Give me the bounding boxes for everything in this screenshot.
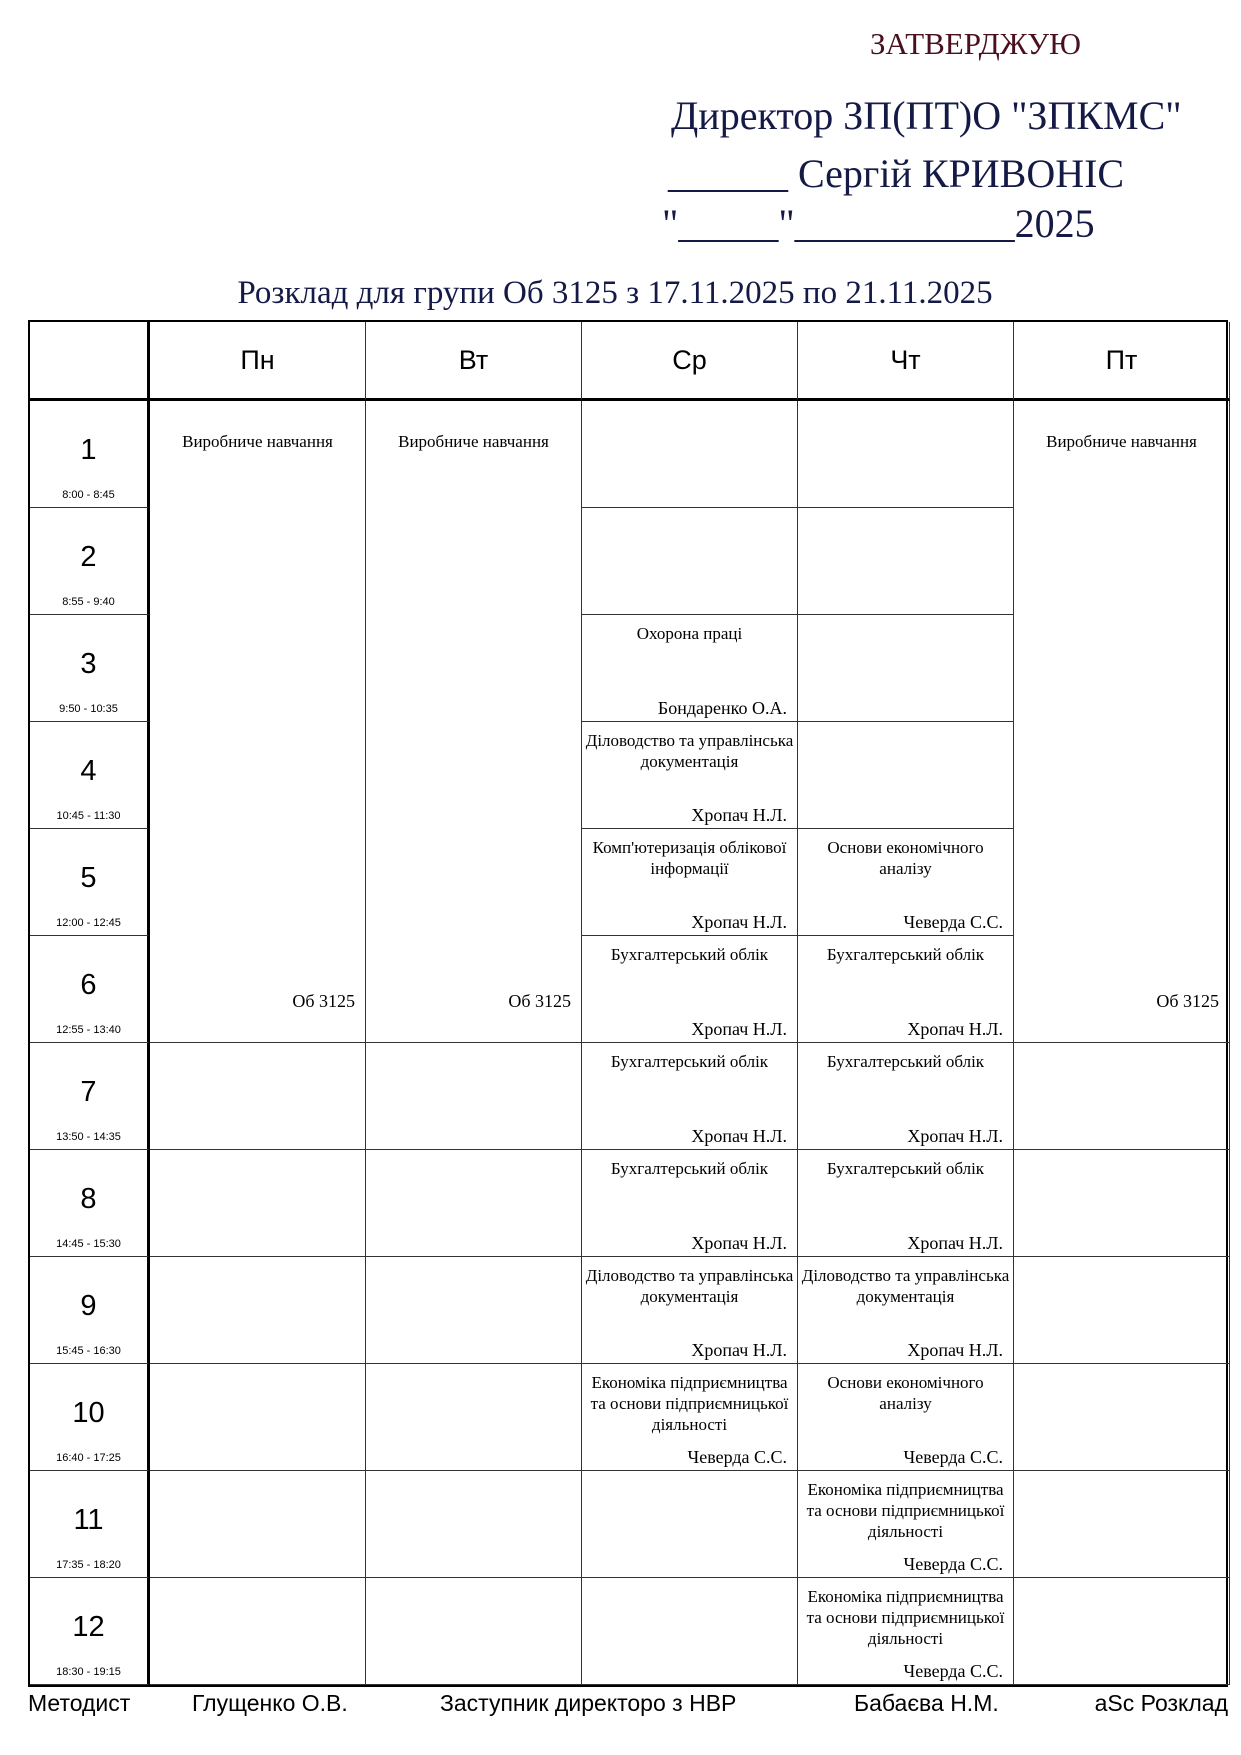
empty-cell xyxy=(1014,1043,1230,1150)
lesson-teacher: Хропач Н.Л. xyxy=(691,1340,787,1360)
period-cell xyxy=(30,1257,150,1364)
period-cell xyxy=(30,936,150,1043)
director-title: Директор ЗП(ПТ)О "ЗПКМС" xyxy=(671,93,1182,138)
empty-cell xyxy=(366,1043,582,1150)
lesson-cell xyxy=(1014,401,1230,1043)
lesson-cell xyxy=(798,1257,1014,1364)
empty-cell xyxy=(582,1471,798,1578)
period-cell xyxy=(30,1364,150,1471)
lesson-subject: Виробниче навчання xyxy=(1046,432,1197,451)
lesson-teacher: Чеверда С.С. xyxy=(903,1447,1003,1467)
empty-cell xyxy=(1014,1257,1230,1364)
lesson-cell xyxy=(582,829,798,936)
lesson-teacher: Хропач Н.Л. xyxy=(691,1126,787,1146)
lesson-cell xyxy=(582,1043,798,1150)
lesson-subject: Бухгалтерський облік xyxy=(610,945,769,964)
schedule-table xyxy=(28,320,1228,1687)
lesson-cell xyxy=(582,1364,798,1471)
lesson-subject: Виробниче навчання xyxy=(398,432,549,451)
lesson-cell xyxy=(798,1043,1014,1150)
lesson-teacher: Хропач Н.Л. xyxy=(907,1233,1003,1253)
lesson-cell xyxy=(366,401,582,1043)
day-header: Пн xyxy=(150,322,366,401)
empty-cell xyxy=(366,1471,582,1578)
period-number: 12 xyxy=(72,1611,105,1643)
empty-cell xyxy=(366,1578,582,1685)
lesson-teacher: Хропач Н.Л. xyxy=(691,1019,787,1039)
lesson-cell xyxy=(582,1150,798,1257)
lesson-teacher: Чеверда С.С. xyxy=(903,1661,1003,1681)
empty-cell xyxy=(150,1471,366,1578)
period-number: 3 xyxy=(80,648,97,680)
methodist-name: Глущенко О.В. xyxy=(192,1690,348,1716)
empty-cell xyxy=(582,508,798,615)
empty-cell xyxy=(1014,1150,1230,1257)
period-time: 8:55 - 9:40 xyxy=(62,596,115,608)
lesson-teacher: Хропач Н.Л. xyxy=(907,1019,1003,1039)
corner-cell xyxy=(30,322,150,401)
lesson-teacher: Хропач Н.Л. xyxy=(691,805,787,825)
lesson-cell xyxy=(582,936,798,1043)
lesson-cell xyxy=(798,936,1014,1043)
empty-cell xyxy=(582,1578,798,1685)
lesson-teacher: Чеверда С.С. xyxy=(687,1447,787,1467)
empty-cell xyxy=(150,1257,366,1364)
period-time: 15:45 - 16:30 xyxy=(56,1345,121,1357)
lesson-cell xyxy=(582,615,798,722)
approval-date-line: "_____"___________2025 xyxy=(662,201,1095,246)
empty-cell xyxy=(1014,1471,1230,1578)
empty-cell xyxy=(150,1578,366,1685)
period-cell xyxy=(30,829,150,936)
period-time: 18:30 - 19:15 xyxy=(56,1666,121,1678)
empty-cell xyxy=(1014,1578,1230,1685)
period-number: 8 xyxy=(80,1183,97,1215)
lesson-group: Об 3125 xyxy=(508,991,571,1011)
period-time: 12:00 - 12:45 xyxy=(56,917,121,929)
lesson-subject: Основи економічного аналізу xyxy=(827,1373,984,1413)
period-number: 1 xyxy=(80,434,97,466)
period-number: 11 xyxy=(73,1504,104,1536)
empty-cell xyxy=(798,401,1014,508)
lesson-cell xyxy=(798,1364,1014,1471)
deputy-label: Заступник директоро з НВР xyxy=(440,1690,737,1716)
period-cell xyxy=(30,1471,150,1578)
lesson-subject: Бухгалтерський облік xyxy=(610,1159,769,1178)
period-number: 7 xyxy=(80,1076,97,1108)
period-cell xyxy=(30,615,150,722)
lesson-teacher: Бондаренко О.А. xyxy=(657,698,787,718)
period-number: 5 xyxy=(80,862,97,894)
period-time: 9:50 - 10:35 xyxy=(59,703,118,715)
period-number: 6 xyxy=(80,969,97,1001)
empty-cell xyxy=(366,1150,582,1257)
period-time: 17:35 - 18:20 xyxy=(56,1559,121,1571)
lesson-teacher: Хропач Н.Л. xyxy=(907,1126,1003,1146)
lesson-teacher: Хропач Н.Л. xyxy=(907,1340,1003,1360)
period-number: 4 xyxy=(80,755,97,787)
period-time: 16:40 - 17:25 xyxy=(56,1452,121,1464)
lesson-subject: Економіка підприємництва та основи підприємницької діяльності xyxy=(806,1587,1005,1648)
period-time: 10:45 - 11:30 xyxy=(56,810,121,822)
lesson-cell xyxy=(582,1257,798,1364)
day-header: Чт xyxy=(798,322,1014,401)
lesson-cell xyxy=(582,722,798,829)
lesson-subject: Діловодство та управлінська документація xyxy=(585,1266,794,1306)
period-cell xyxy=(30,722,150,829)
period-cell xyxy=(30,1043,150,1150)
deputy-name: Бабаєва Н.М. xyxy=(854,1690,999,1716)
day-header: Вт xyxy=(366,322,582,401)
footer xyxy=(28,1690,1228,1718)
lesson-subject: Економіка підприємництва та основи підприємницької діяльності xyxy=(806,1480,1005,1541)
empty-cell xyxy=(582,401,798,508)
lesson-group: Об 3125 xyxy=(1156,991,1219,1011)
period-number: 2 xyxy=(80,541,97,573)
empty-cell xyxy=(798,722,1014,829)
lesson-teacher: Хропач Н.Л. xyxy=(691,1233,787,1253)
empty-cell xyxy=(366,1364,582,1471)
page-title: Розклад для групи Об 3125 з 17.11.2025 по 21.11.2025 xyxy=(237,275,993,311)
lesson-subject: Комп'ютеризація облікової інформації xyxy=(592,838,787,878)
director-signature-line: ______ Сергій КРИВОНІС xyxy=(668,151,1125,196)
lesson-group: Об 3125 xyxy=(292,991,355,1011)
lesson-subject: Економіка підприємництва та основи підприємницької діяльності xyxy=(590,1373,789,1434)
period-cell xyxy=(30,1150,150,1257)
approval-stamp-label: ЗАТВЕРДЖУЮ xyxy=(870,26,1081,61)
day-header: Пт xyxy=(1014,322,1230,401)
software-credit: aSc Розклад xyxy=(1094,1690,1228,1716)
empty-cell xyxy=(1014,1364,1230,1471)
period-time: 8:00 - 8:45 xyxy=(62,489,115,501)
lesson-subject: Виробниче навчання xyxy=(182,432,333,451)
lesson-cell xyxy=(798,1578,1014,1685)
period-cell xyxy=(30,1578,150,1685)
lesson-subject: Діловодство та управлінська документація xyxy=(585,731,794,771)
empty-cell xyxy=(798,508,1014,615)
period-time: 12:55 - 13:40 xyxy=(56,1024,121,1036)
day-header: Ср xyxy=(582,322,798,401)
lesson-teacher: Чеверда С.С. xyxy=(903,1554,1003,1574)
lesson-subject: Основи економічного аналізу xyxy=(827,838,984,878)
lesson-cell xyxy=(798,1150,1014,1257)
empty-cell xyxy=(150,1364,366,1471)
empty-cell xyxy=(798,615,1014,722)
methodist-label: Методист xyxy=(28,1690,131,1716)
empty-cell xyxy=(150,1043,366,1150)
lesson-subject: Бухгалтерський облік xyxy=(826,945,985,964)
period-time: 13:50 - 14:35 xyxy=(56,1131,121,1143)
lesson-teacher: Хропач Н.Л. xyxy=(691,912,787,932)
lesson-cell xyxy=(798,1471,1014,1578)
period-time: 14:45 - 15:30 xyxy=(56,1238,121,1250)
lesson-subject: Діловодство та управлінська документація xyxy=(801,1266,1010,1306)
lesson-subject: Бухгалтерський облік xyxy=(826,1159,985,1178)
lesson-teacher: Чеверда С.С. xyxy=(903,912,1003,932)
period-cell xyxy=(30,401,150,508)
lesson-subject: Охорона праці xyxy=(636,624,743,643)
lesson-subject: Бухгалтерський облік xyxy=(610,1052,769,1071)
lesson-cell xyxy=(798,829,1014,936)
lesson-cell xyxy=(150,401,366,1043)
empty-cell xyxy=(366,1257,582,1364)
lesson-subject: Бухгалтерський облік xyxy=(826,1052,985,1071)
period-number: 9 xyxy=(80,1290,97,1322)
empty-cell xyxy=(150,1150,366,1257)
period-cell xyxy=(30,508,150,615)
period-number: 10 xyxy=(72,1397,105,1429)
